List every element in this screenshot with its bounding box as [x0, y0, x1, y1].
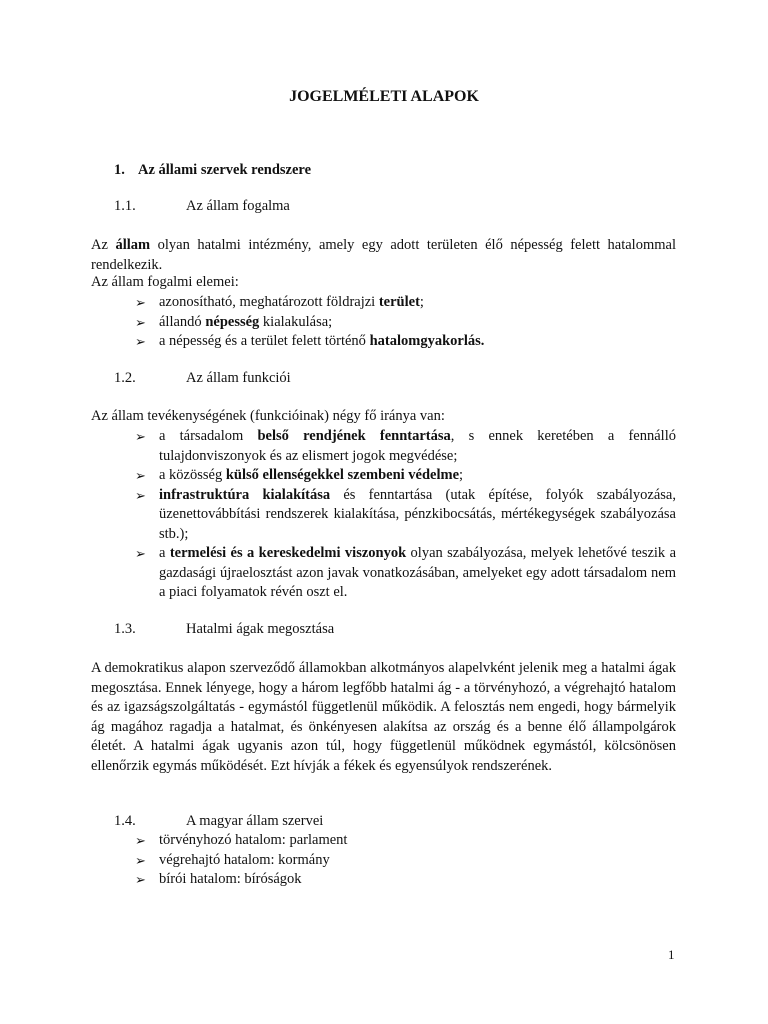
subsection-heading-1-4 [114, 813, 323, 830]
arrow-bullet-icon: ➢ [135, 295, 146, 310]
text-run: a közösség [159, 467, 226, 483]
arrow-bullet-icon: ➢ [135, 852, 146, 868]
page-number: 1 [668, 947, 675, 962]
text-run: olyan hatalmi intézmény, amely egy adott területen élő népesség felett hatalommal rendelkezik. [91, 237, 676, 273]
subsection-label: Hatalmi ágak megosztása [186, 621, 335, 637]
list-item [135, 293, 676, 313]
paragraph-elements-intro: Az állam fogalmi elemei: [91, 274, 239, 290]
arrow-bullet-icon: ➢ [135, 334, 146, 349]
text-run: bírói hatalom: bíróságok [159, 871, 302, 887]
text-run: a népesség és a terület felett történő [159, 333, 370, 349]
text-run: ; [419, 294, 424, 310]
text-run: azonosítható, meghatározott földrajzi [159, 294, 379, 310]
text-run: , s ennek keretében a fennálló tulajdonviszonyok és az elismert jogok megvédése; [159, 428, 676, 464]
section-label: Az állami szervek rendszere [138, 162, 312, 178]
list-item [135, 831, 676, 851]
text-run: és fenntartása (utak építése, folyók szabályozása, üzenettovábbítási rendszerek kialakítása, pénzkibocsátás, mértékegységek szabályozása stb.); [159, 486, 676, 542]
bold-term: külső ellenségekkel szembeni védelme [225, 467, 460, 483]
subsection-heading-1-2 [114, 370, 291, 387]
text-run: a [159, 545, 170, 561]
list-item [135, 870, 676, 890]
subsection-heading-1-1 [114, 198, 290, 215]
subsection-label: A magyar állam szervei [186, 813, 324, 829]
arrow-bullet-icon: ➢ [135, 546, 146, 561]
arrow-bullet-icon: ➢ [135, 833, 146, 848]
text-run: a társadalom [159, 428, 258, 444]
subsection-label: Az állam funkciói [186, 370, 291, 386]
section-number: 1. [114, 162, 125, 178]
list-state-organs [135, 831, 676, 890]
bold-term: termelési és a kereskedelmi viszonyok [169, 545, 407, 561]
bold-term: terület [378, 294, 420, 310]
paragraph-functions-intro: Az állam tevékenységének (funkcióinak) négy fő iránya van: [91, 408, 445, 424]
list-item [135, 486, 676, 545]
text-run: Az [91, 237, 116, 253]
subsection-number: 1.1. [114, 198, 136, 214]
list-item [135, 466, 676, 486]
text-run: végrehajtó hatalom: kormány [159, 851, 330, 868]
arrow-bullet-icon: ➢ [135, 872, 146, 887]
list-item [135, 544, 676, 603]
text-run: ; [459, 467, 464, 483]
subsection-label: Az állam fogalma [186, 198, 290, 214]
text-run: törvényhozó hatalom: parlament [159, 832, 348, 848]
list-item [135, 427, 676, 466]
arrow-bullet-icon: ➢ [135, 487, 146, 503]
bold-term: belső rendjének fenntartása [257, 428, 451, 444]
list-item [135, 313, 676, 333]
document-title: JOGELMÉLETI ALAPOK [289, 88, 479, 105]
bold-term: állam [115, 237, 151, 253]
arrow-bullet-icon: ➢ [135, 468, 146, 483]
list-item [135, 332, 676, 352]
list-item [135, 851, 676, 871]
section-heading-1 [114, 162, 311, 179]
subsection-number: 1.3. [114, 621, 136, 637]
bold-term: hatalomgyakorlás. [369, 333, 485, 349]
arrow-bullet-icon: ➢ [135, 429, 146, 444]
text-run: olyan szabályozása, melyek lehetővé teszik a gazdasági újraelosztást azon javak vonatkozásában, amelyeket egy adott társadalom nem a piaci folyamatok révén oszt el. [159, 545, 677, 600]
arrow-bullet-icon: ➢ [135, 314, 146, 330]
text-run: kialakulása; [259, 313, 333, 330]
subsection-number: 1.2. [114, 370, 136, 386]
bold-term: infrastruktúra kialakítása [159, 486, 331, 503]
paragraph-state-definition [91, 236, 676, 275]
list-state-functions [135, 427, 676, 603]
subsection-heading-1-3 [114, 621, 334, 638]
list-state-elements [135, 293, 676, 352]
subsection-number: 1.4. [114, 813, 136, 829]
text-run: állandó [159, 313, 206, 330]
paragraph-separation-of-powers: A demokratikus alapon szerveződő államokban alkotmányos alapelvként jelenik meg a hatalmi ágak megosztása. Ennek lényege, hogy a három legfőbb hatalmi ág - a törvényhozó, a végrehajtó hatalom és az igazságszolgáltatás - egymástól függetlenül működik. A felosztás nem engedi, hogy bármelyik ág magához ragadja a hatalmat, és önkényesen alakítsa az ország és a benne élő állampolgárok életét. A hatalmi ágak ugyanis azon túl, hogy függetlenül működnek egymástól, kölcsönösen ellenőrzik egymás működését. Ezt hívják a fékek és egyensúlyok rendszerének. [91, 660, 676, 774]
bold-term: népesség [205, 313, 260, 330]
